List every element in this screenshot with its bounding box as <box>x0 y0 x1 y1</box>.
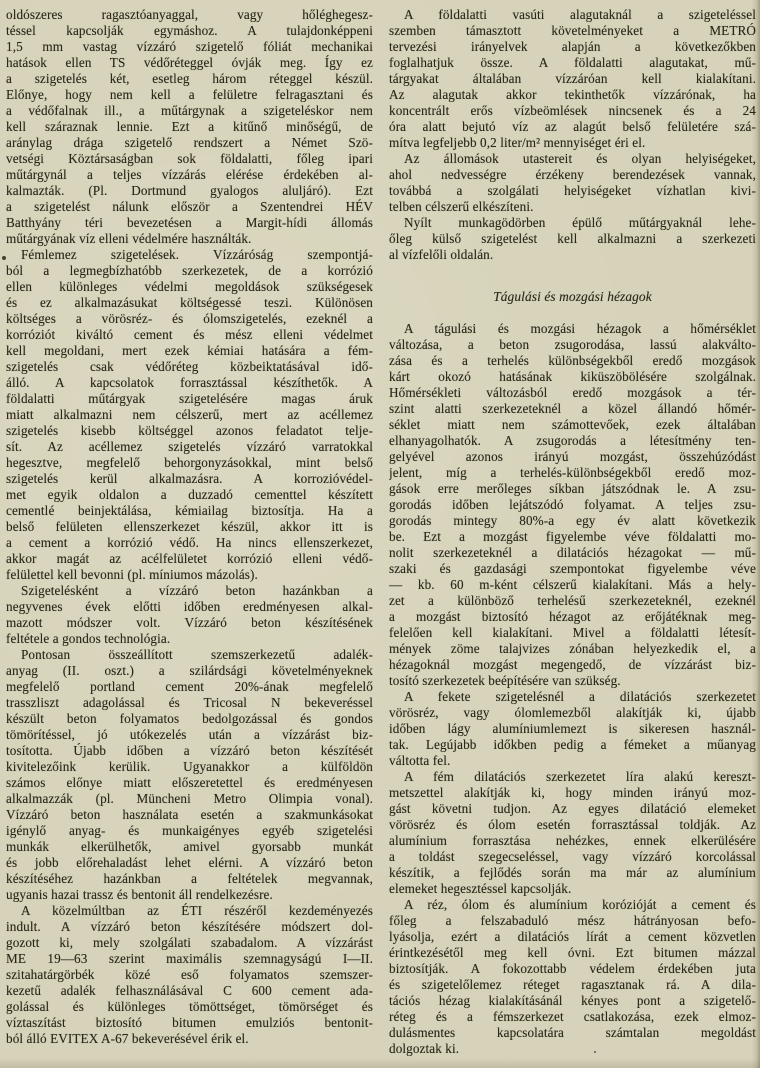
text-line: A fekete szigetelésnél a dilatációs szerkezetet <box>404 689 756 704</box>
text-line: — kb. 60 m-ként célszerű kialakítani. Más a hely- <box>389 577 756 592</box>
text-line: megfelelő portland cement 20%-ának megfelelő <box>6 679 373 694</box>
text-line: készítik, a fejlődés során ma már az alumínium <box>389 865 756 880</box>
text-line: korróziót kiváltó cement és mész elleni védelmet <box>6 327 373 342</box>
paragraph <box>389 769 756 897</box>
text-line: al vízfelőli oldalán. <box>389 247 494 262</box>
text-line: a cement a korrózió védő. Ha nincs ellenszerkezet, <box>6 535 373 550</box>
text-line: készítéséhez hazánkban a feltételek megvannak, <box>6 871 373 886</box>
text-line: a szigetelést nálunk először a Szentendrei HÉV <box>6 199 373 214</box>
text-line: akkor magát az acélfelületet korrózió elleni védő- <box>6 551 373 566</box>
text-line: golással és különleges tömöttséget, tömörséget és <box>6 999 373 1014</box>
text-line: tak. Legújabb időkben pedig a fémeket a műanyag <box>389 737 756 752</box>
text-line: ahol nedvességre érzékeny berendezések vannak, <box>389 167 756 182</box>
text-line: időben lágy alumíniumlemezt is sikeresen használ- <box>389 721 756 736</box>
text-line: Az alagutak akkor tekinthetők vízzárónak, ha <box>389 87 756 102</box>
text-line: trasszliszt adagolással és Tricosal N bekeveréssel <box>6 695 373 710</box>
text-line: tervezési irányelvek alapján a következőkben <box>389 39 756 54</box>
text-line: víztaszítást biztosító bitumen emulziós bentonit- <box>6 1015 373 1030</box>
text-line: szigetelés csak védőréteg közbeiktatásával idő- <box>6 359 373 374</box>
section-heading: Tágulási és mozgási hézagok <box>493 289 652 304</box>
text-line: miatt alkalmazni nem célszerű, mert az acéllemez <box>6 407 373 422</box>
text-line: szitahatárgörbék közé eső folyamatos szemszer- <box>6 967 373 982</box>
paragraph <box>389 897 756 1057</box>
text-line: Előnye, hogy nem kell a felületre felragasztani és <box>6 87 373 102</box>
text-line: séklet miatt nem számottevőek, ezek általában <box>389 417 756 432</box>
text-line: kell megoldani, mert ezek kémiai hatására a fém- <box>6 343 373 358</box>
text-line: kivitelezőink kerülik. Ugyanakkor a külföldön <box>6 759 373 774</box>
text-line: alumínium forrasztása nehézkes, ennek elkerülésére <box>389 833 756 848</box>
text-line: gást követni tudjon. Az egyes dilatáció elemeket <box>389 801 756 816</box>
text-line: ME 19—63 szerint maximális szemnagyságú I—II. <box>6 951 373 966</box>
paragraph <box>6 647 373 903</box>
text-line: költséges a vörösréz- és ólomszigetelés, ezeknél a <box>6 311 373 326</box>
text-line: a szigetelés két, esetleg három réteggel készül. <box>6 71 373 86</box>
text-line: koncentrált erős vízbeömlések nincsenek és a 24 <box>389 103 756 118</box>
text-line: negyvenes évek előtti időben eredményesen alkal- <box>6 599 373 614</box>
text-line: földalatti műtárgyak szigetelésére magas áruk <box>6 391 373 406</box>
text-line: kezetű adalék felhasználásával C 600 cement ada- <box>6 983 373 998</box>
paragraph <box>6 7 373 247</box>
text-line: és ez alkalmazásukat költségessé teszi. Különösen <box>6 295 373 310</box>
text-line: szint alatti szerkezeteknél a közel állandó hőmér- <box>389 401 756 416</box>
text-line: a védőfalnak ill., a műtárgynak a szigeteléskor nem <box>6 103 373 118</box>
text-line: cementlé beinjektálása, kémiailag biztosítja. Ha a <box>6 503 373 518</box>
text-line: 1,5 mm vastag vízzáró szigetelő fóliát mechanikai <box>6 39 373 54</box>
text-line: gozott ki, mely szolgálati szabadalom. A vízzárást <box>6 935 373 950</box>
text-line: műtárgyának víz elleni védelmére használták. <box>6 231 252 246</box>
text-line: alkalmazzák (pl. Müncheni Metro Olimpia vonal). <box>6 791 373 806</box>
paragraph <box>389 321 756 689</box>
text-line: szemben támasztott követelményeket a METRÓ <box>389 23 756 38</box>
text-line: elemeket hegesztéssel kapcsolják. <box>389 881 572 896</box>
text-line: igénylő anyag- és munkaigényes egyéb szigetelési <box>6 823 373 838</box>
text-line: Hőmérsékleti változásból eredő mozgások a tér- <box>389 385 756 400</box>
text-line: anyag (II. oszt.) a szilárdsági követelményeknek <box>6 663 373 678</box>
text-line: met egyik oldalon a duzzadó cementtel készített <box>6 487 373 502</box>
text-line: Nyílt munkagödörben épülő műtárgyaknál lehe- <box>404 215 756 230</box>
ink-speck <box>594 1051 596 1053</box>
text-line: A fém dilatációs szerkezetet líra alakú kereszt- <box>404 769 756 784</box>
text-line: Pontosan összeállított szemszerkezetű adalék- <box>21 647 373 662</box>
text-line: A réz, ólom és alumínium korózióját a cement és <box>404 897 756 912</box>
text-line: őleg külső szigetelést kell alkalmazni a szerkezeti <box>389 231 756 246</box>
text-line: zet a különböző terhelésű szerkezeteknél, ezeknél <box>389 593 756 608</box>
text-line: Fémlemez szigetelések. Vízzáróság szempontjá- <box>21 247 373 262</box>
text-line: metszettel alakítják ki, hogy minden irányú moz- <box>389 785 756 800</box>
text-line: feltétele a gondos technológia. <box>6 631 171 646</box>
text-line: mazott módszer volt. Vízzáró beton készítésének <box>6 615 373 630</box>
text-line: indult. A vízzáró beton készítésére módszert dol- <box>6 919 373 934</box>
text-line: szigetelés kisebb költséggel azonos feladatot telje- <box>6 423 373 438</box>
text-line: ból a legmegbízhatóbb szerkezetek, de a korrózió <box>6 263 373 278</box>
text-line: foglalhatjuk össze. A földalatti alagutakat, mű- <box>389 55 756 70</box>
text-line: réteg és a fémszerkezet csatlakozása, ezek elmoz- <box>389 1009 756 1024</box>
text-line: téssel kapcsolják egymáshoz. A tulajdonképpeni <box>6 23 373 38</box>
text-line: dolgoztak ki. <box>389 1041 460 1056</box>
text-line: gorodás időben lejátszódó folyamat. A teljes zsu- <box>389 497 756 512</box>
text-line: elhanyagolhatók. A zsugorodás a létesítmény ten- <box>389 433 756 448</box>
text-line: tárgyakat általában vízzáróan kell kialakítani. <box>389 71 756 86</box>
text-line: felelően kell kialakítani. Mivel a földalatti létesít- <box>389 625 756 640</box>
ink-speck <box>2 256 6 260</box>
text-line: be. Ezt a mozgást figyelembe véve földalatti mo- <box>389 529 756 544</box>
paragraph <box>389 215 756 263</box>
text-line: oldószeres ragasztóanyaggal, vagy hőléghegesz- <box>6 7 373 22</box>
text-line: készült beton folyamatos bedolgozással és gondos <box>6 711 373 726</box>
paragraph <box>6 903 373 1047</box>
text-line: hézagoknál mozgást megengedő, de vízzárást biz- <box>389 657 756 672</box>
text-line: belső felületen ellenszerkezet készül, akkor itt is <box>6 519 373 534</box>
text-line: sít. Az acéllemez szigetelés vízzáró varratokkal <box>6 439 373 454</box>
text-line: ugyanis hazai trassz és bentonit áll rendelkezésre. <box>6 887 273 902</box>
text-line: váltotta fel. <box>389 753 451 768</box>
text-line: továbbá a szolgálati helyiségeket vízhatlan kivi- <box>389 183 756 198</box>
text-line: felülettel kell bevonni (pl. míniumos mázolás). <box>6 567 258 582</box>
text-line: szigetelés kerül alkalmazásra. A korrozióvédel- <box>6 471 373 486</box>
text-line: vetségi Köztársaságban sok földalatti, főleg ipari <box>6 151 373 166</box>
text-line: tömörítéssel, jó utókezelés után a vízzárást biz- <box>6 727 373 742</box>
text-line: zása és a terhelés különbségekből eredő mozgások <box>389 353 756 368</box>
text-line: munkák elkerülhetők, amivel gyorsabb munkát <box>6 839 373 854</box>
text-line: Szigetelésként a vízzáró beton hazánkban a <box>21 583 373 598</box>
text-line: ból álló EVITEX A-67 bekeverésével érik el. <box>6 1031 249 1046</box>
text-line: tosító szerkezetek beépítésére van szükség. <box>389 673 621 688</box>
text-line: hegesztve, megfelelő behorgonyzásokkal, mint belső <box>6 455 373 470</box>
text-line: hatások ellen TS védőréteggel óvják meg. Így ez <box>6 55 373 70</box>
text-column-right <box>389 7 756 1057</box>
text-line: és jobb előrehaladást lehet elérni. A vízzáró beton <box>6 855 373 870</box>
text-line: gások erre merőleges síkban játszódnak le. A zsu- <box>389 481 756 496</box>
paragraph <box>389 7 756 151</box>
text-line: változása, a beton zsugorodása, lassú alakválto- <box>389 337 756 352</box>
text-line: és szigetelőlemez réteget ragasztanak rá. A dila- <box>389 977 756 992</box>
text-line: lyásolja, ezért a dilatációs lírát a cement közvetlen <box>389 929 756 944</box>
paragraph <box>389 689 756 769</box>
text-line: A közelmúltban az ÉTI részéről kezdeményezés <box>21 903 373 918</box>
text-line: a mozgást biztosító hézagot az erőjátéknak meg- <box>389 609 756 624</box>
text-line: óra alatt bejutó víz az alagút belső felületére szá- <box>389 119 756 134</box>
text-line: mítva legfeljebb 0,2 liter/m² mennyiséget éri el. <box>389 135 646 150</box>
text-line: főleg a felszabaduló mész hátrányosan befo- <box>389 913 756 928</box>
text-line: Vízzáró beton használata esetén a szakmunkásokat <box>6 807 373 822</box>
text-line: Batthyány téri bevezetésen a Margit-hídi állomás <box>6 215 373 230</box>
text-line: mények zöme talajvizes zónában helyezkedik el, a <box>389 641 756 656</box>
paragraph <box>6 583 373 647</box>
text-line: A tágulási és mozgási hézagok a hőmérséklet <box>404 321 756 336</box>
paragraph <box>389 151 756 215</box>
text-line: ellen különleges védelmi megoldások szükségesek <box>6 279 373 294</box>
text-line: dulásmentes kapcsolatára számtalan megoldást <box>389 1025 756 1040</box>
text-line: szaki és gazdasági szempontokat figyelembe véve <box>389 561 756 576</box>
text-line: A földalatti vasúti alagutaknál a szigeteléssel <box>404 7 756 22</box>
text-line: jelent, míg a terhelés-különbségekből eredő moz- <box>389 465 756 480</box>
text-line: kárt okozó hatásának kiküszöbölésére szolgálnak. <box>389 369 756 384</box>
text-line: kell száraznak lennie. Ezt a kitűnő minőségű, de <box>6 119 373 134</box>
text-line: aránylag drága szigetelő rendszert a Német Szö- <box>6 135 373 150</box>
text-line: álló. A kapcsolatok forrasztással készíthetők. A <box>6 375 373 390</box>
text-line: műtárgynál a teljes vízzárás elérése érdekében al- <box>6 167 373 182</box>
text-line: a toldást szegecseléssel, vagy vízzáró korcolással <box>389 849 756 864</box>
text-line: gorodás mintegy 80%-a egy év alatt következik <box>389 513 756 528</box>
text-line: gelyével azonos irányú mozgást, összehúzódást <box>389 449 756 464</box>
text-line: tosította. Újabb időben a vízzáró beton készítését <box>6 743 373 758</box>
text-line: biztosítják. A fokozottabb védelem érdekében juta <box>389 961 756 976</box>
text-line: érintkezésétől meg kell óvni. Ezt bitumen mázzal <box>389 945 756 960</box>
text-column-left <box>6 7 373 1047</box>
text-line: vörösréz, vagy ólomlemezből alakítják ki, újabb <box>389 705 756 720</box>
text-line: nolit szerkezeteknél a dilatációs hézagokat — mű- <box>389 545 756 560</box>
text-line: kalmazták. (Pl. Dortmund gyalogos aluljáró). Ezt <box>6 183 373 198</box>
paragraph <box>6 247 373 583</box>
text-line: telben célszerű elkészíteni. <box>389 199 534 214</box>
text-line: Az állomások utastereit és olyan helyiségeket, <box>404 151 756 166</box>
text-line: tációs hézag kialakításánál kényes pont a szigetelő- <box>389 993 756 1008</box>
text-line: vörösréz és ólom esetén forrasztással toldják. Az <box>389 817 756 832</box>
text-line: számos előnye miatt előszeretettel és eredményesen <box>6 775 373 790</box>
